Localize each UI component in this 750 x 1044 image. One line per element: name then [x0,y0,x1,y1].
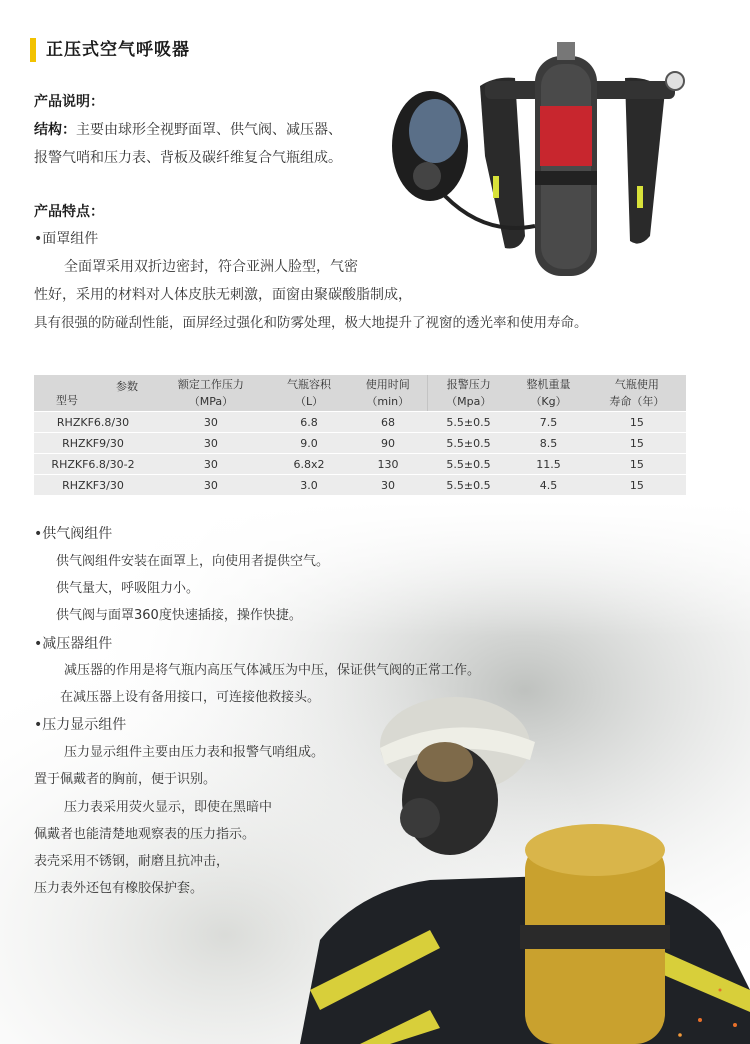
supply-line-1: 供气阀组件安装在面罩上，向使用者提供空气。 [56,554,330,569]
description-heading: 产品说明： [34,94,104,110]
table-cell: 7.5 [509,412,588,433]
table-cell: 30 [152,412,270,433]
pressure-line-6: 压力表外还包有橡胶保护套。 [34,881,204,896]
table-corner-cell [34,375,152,412]
pressure-line-1: 压力显示组件主要由压力表和报警气哨组成。 [64,745,325,760]
column-header: 报警压力 （Mpa） [428,375,510,412]
table-cell: 9.0 [270,433,349,454]
pressure-line-5: 表壳采用不锈钢，耐磨且抗冲击， [34,854,230,869]
table-row [34,475,686,496]
table-cell: 30 [152,433,270,454]
table-cell: 5.5±0.5 [428,412,510,433]
table-cell: 6.8 [270,412,349,433]
table-cell: 5.5±0.5 [428,454,510,475]
model-cell: RHZKF6.8/30 [34,412,152,433]
structure-text-1: 主要由球形全视野面罩、供气阀、减压器、 [76,122,342,138]
column-header: 气瓶使用 寿命（年） [588,375,686,412]
table-cell: 6.8x2 [270,454,349,475]
mask-title: •面罩组件 [34,231,99,247]
table-cell: 30 [152,454,270,475]
column-header: 额定工作压力 （MPa） [152,375,270,412]
structure-line-2: 报警气哨和压力表、背板及碳纤维复合气瓶组成。 [34,150,342,166]
table-row [34,412,686,433]
table-cell: 15 [588,433,686,454]
table-cell: 68 [348,412,427,433]
column-header: 气瓶容积 （L） [270,375,349,412]
table-cell: 130 [348,454,427,475]
table-cell: 8.5 [509,433,588,454]
column-header: 使用时间 （min） [348,375,427,412]
table-header-row [34,375,686,412]
mask-line-2: 性好，采用的材料对人体皮肤无刺激，面窗由聚碳酸脂制成， [34,287,412,303]
table-row [34,454,686,475]
table-cell: 5.5±0.5 [428,475,510,496]
reducer-title: •减压器组件 [34,636,113,652]
table-row [34,433,686,454]
table-cell: 4.5 [509,475,588,496]
structure-line-1 [34,116,342,144]
title-accent-bar [30,38,36,62]
reducer-line-2: 在减压器上设有备用接口，可连接他救接头。 [60,690,321,705]
table-cell: 15 [588,454,686,475]
mask-line-3: 具有很强的防碰刮性能，面屏经过强化和防雾处理，极大地提升了视窗的透光率和使用寿命。 [34,315,588,331]
pressure-title: •压力显示组件 [34,717,127,733]
model-cell: RHZKF3/30 [34,475,152,496]
features-heading: 产品特点： [34,204,104,220]
table-cell: 90 [348,433,427,454]
table-cell: 30 [152,475,270,496]
table-cell: 3.0 [270,475,349,496]
breathing-apparatus-image [385,36,715,286]
model-cell: RHZKF9/30 [34,433,152,454]
supply-title: •供气阀组件 [34,526,113,542]
spec-table [34,375,686,496]
corner-model-label: 型号 [56,394,78,407]
supply-line-3: 供气阀与面罩360度快速插接，操作快捷。 [56,608,302,623]
model-cell: RHZKF6.8/30-2 [34,454,152,475]
table-cell: 5.5±0.5 [428,433,510,454]
firefighter-image [280,690,750,1044]
corner-param-label: 参数 [116,380,138,393]
table-cell: 11.5 [509,454,588,475]
table-cell: 30 [348,475,427,496]
reducer-line-1: 减压器的作用是将气瓶内高压气体减压为中压，保证供气阀的正常工作。 [64,663,481,678]
pressure-line-2: 置于佩戴者的胸前，便于识别。 [34,772,217,787]
column-header: 整机重量 （Kg） [509,375,588,412]
table-cell: 15 [588,475,686,496]
pressure-line-4: 佩戴者也能清楚地观察表的压力指示。 [34,827,256,842]
structure-label: 结构： [34,122,76,138]
table-cell: 15 [588,412,686,433]
supply-line-2: 供气量大，呼吸阻力小。 [56,581,200,596]
mask-line-1: 全面罩采用双折边密封，符合亚洲人脸型，气密 [64,259,358,275]
pressure-line-3: 压力表采用荧火显示，即使在黑暗中 [64,800,273,815]
page-title: 正压式空气呼吸器 [46,40,190,60]
